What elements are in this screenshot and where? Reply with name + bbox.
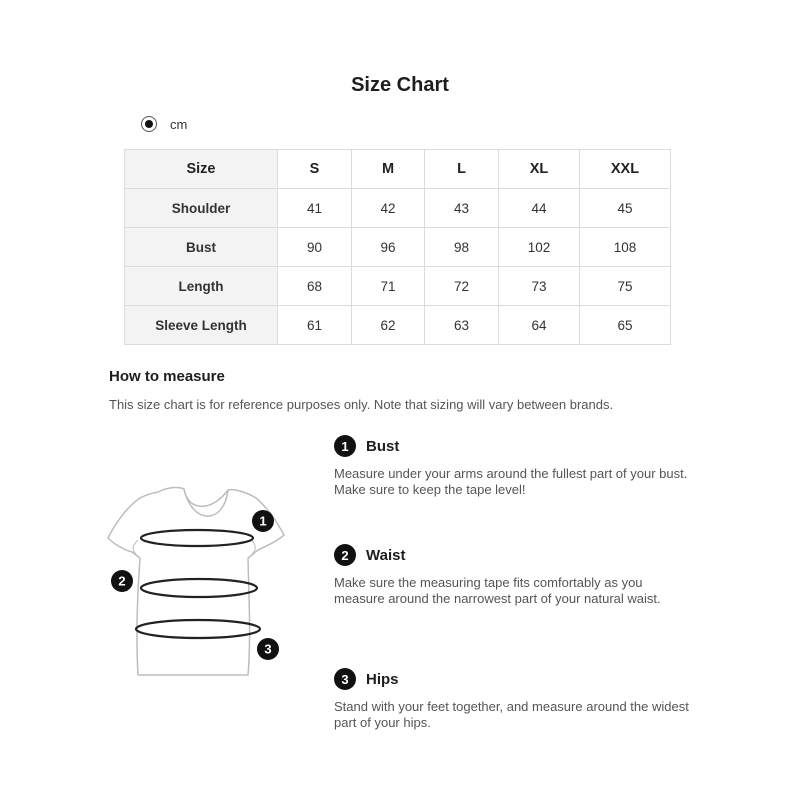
measure-step-bust bbox=[334, 434, 694, 498]
how-to-measure-heading: How to measure bbox=[109, 368, 225, 385]
marker-3-label: 3 bbox=[264, 641, 272, 657]
table-cell: 43 bbox=[425, 189, 499, 228]
table-cell: 108 bbox=[580, 228, 671, 267]
table-cell: 71 bbox=[352, 267, 425, 306]
table-cell: 68 bbox=[278, 267, 352, 306]
table-row bbox=[125, 228, 671, 267]
table-cell: 90 bbox=[278, 228, 352, 267]
table-row bbox=[125, 189, 671, 228]
table-cell: 72 bbox=[425, 267, 499, 306]
step-number-badge: 1 bbox=[334, 435, 356, 457]
row-label: Sleeve Length bbox=[125, 306, 278, 345]
step-number-badge: 2 bbox=[334, 544, 356, 566]
row-label: Bust bbox=[125, 228, 278, 267]
measure-step-waist bbox=[334, 543, 694, 607]
radio-selected-icon[interactable] bbox=[141, 116, 157, 132]
table-row bbox=[125, 267, 671, 306]
table-cell: 73 bbox=[499, 267, 580, 306]
table-cell: 61 bbox=[278, 306, 352, 345]
disclaimer-text: This size chart is for reference purposes only. Note that sizing will vary between brands. bbox=[109, 397, 614, 412]
step-description: Measure under your arms around the fullest part of your bust. Make sure to keep the tape level! bbox=[334, 466, 688, 497]
table-cell: 98 bbox=[425, 228, 499, 267]
table-header-cell: S bbox=[278, 150, 352, 189]
marker-1-label: 1 bbox=[259, 513, 267, 529]
table-header-cell: L bbox=[425, 150, 499, 189]
row-label: Shoulder bbox=[125, 189, 278, 228]
table-row bbox=[125, 306, 671, 345]
table-header-cell: Size bbox=[125, 150, 278, 189]
step-number-badge: 3 bbox=[334, 668, 356, 690]
step-title: Waist bbox=[366, 546, 406, 564]
table-cell: 65 bbox=[580, 306, 671, 345]
page-title: Size Chart bbox=[351, 74, 449, 96]
table-cell: 62 bbox=[352, 306, 425, 345]
step-title: Bust bbox=[366, 437, 400, 455]
step-title: Hips bbox=[366, 670, 399, 688]
unit-radio-cm[interactable] bbox=[141, 114, 187, 134]
table-cell: 45 bbox=[580, 189, 671, 228]
measure-step-hips bbox=[334, 667, 694, 731]
table-cell: 44 bbox=[499, 189, 580, 228]
row-label: Length bbox=[125, 267, 278, 306]
table-header-cell: XXL bbox=[580, 150, 671, 189]
table-cell: 42 bbox=[352, 189, 425, 228]
table-header-cell: M bbox=[352, 150, 425, 189]
table-header-cell: XL bbox=[499, 150, 580, 189]
table-cell: 41 bbox=[278, 189, 352, 228]
size-table bbox=[124, 149, 671, 345]
step-description: Make sure the measuring tape fits comfortably as you measure around the narrowest part of your natural waist. bbox=[334, 575, 661, 606]
unit-label: cm bbox=[170, 116, 188, 132]
table-cell: 102 bbox=[499, 228, 580, 267]
tshirt-diagram-icon bbox=[100, 480, 300, 685]
table-cell: 75 bbox=[580, 267, 671, 306]
table-header-row bbox=[125, 150, 671, 189]
marker-2-label: 2 bbox=[118, 573, 126, 589]
table-cell: 63 bbox=[425, 306, 499, 345]
table-cell: 64 bbox=[499, 306, 580, 345]
table-cell: 96 bbox=[352, 228, 425, 267]
step-description: Stand with your feet together, and measure around the widest part of your hips. bbox=[334, 699, 689, 730]
